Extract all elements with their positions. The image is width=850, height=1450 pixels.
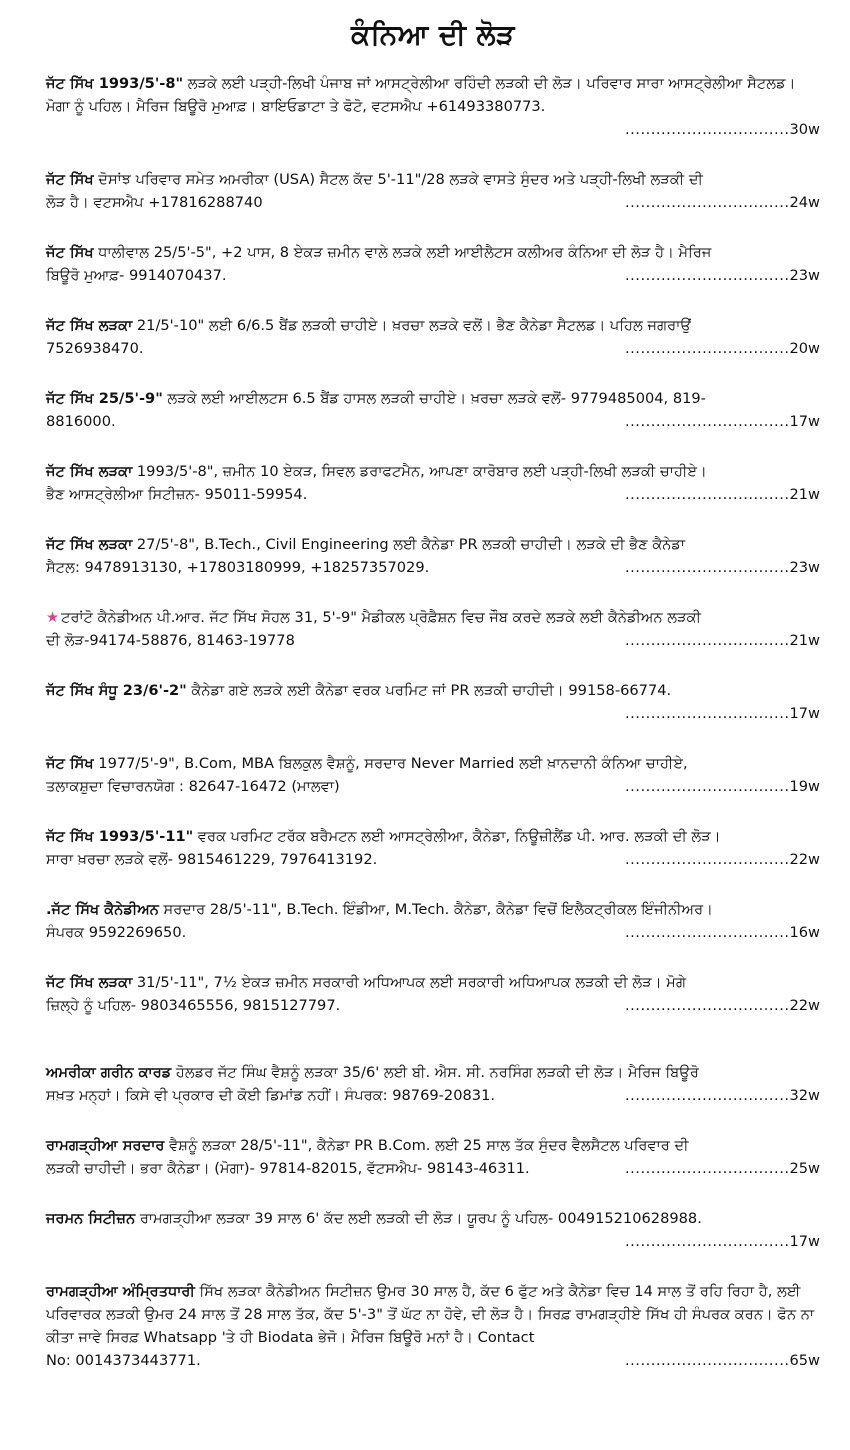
ad-footer: [46, 410, 820, 433]
ad-text: [46, 752, 820, 775]
ad-text: [46, 533, 820, 556]
ad-heading: ਅਮਰੀਕਾ ਗਰੀਨ ਕਾਰਡ: [46, 1064, 172, 1081]
classified-ad: [46, 1061, 820, 1107]
classified-ad: [46, 460, 820, 506]
ad-footer: [46, 191, 820, 214]
ad-code: ..... 24w: [625, 191, 820, 214]
ad-body: ਦੋਸਾਂਝ ਪਰਿਵਾਰ ਸਮੇਤ ਅਮਰੀਕਾ (USA) ਸੈਟਲ ਕੱਦ 5'-11"/28 ਲੜਕੇ ਵਾਸਤੇ ਸੁੰਦਰ ਅਤੇ ਪੜ੍ਹੀ-ਲਿਖੀ ਲੜਕੀ ਦੀ: [93, 171, 703, 188]
ad-heading: ਜੱਟ ਸਿੱਖ ਲੜਕਾ: [46, 536, 133, 553]
ad-text: [46, 1061, 820, 1084]
ad-code: ..... 17w: [625, 702, 820, 725]
ad-tail-text: ਜ਼ਿਲ੍ਹੇ ਨੂੰ ਪਹਿਲ- 9803465556, 9815127797.: [46, 997, 341, 1014]
classified-ad: [46, 825, 820, 871]
ads-list: [46, 72, 820, 1372]
ad-body: 31/5'-11", 7½ ਏਕੜ ਜ਼ਮੀਨ ਸਰਕਾਰੀ ਅਧਿਆਪਕ ਲਈ ਸਰਕਾਰੀ ਅਧਿਆਪਕ ਲੜਕੀ ਦੀ ਲੋੜ। ਮੋਗੇ: [132, 974, 687, 991]
ad-body: 21/5'-10" ਲਈ 6/6.5 ਬੈਂਡ ਲੜਕੀ ਚਾਹੀਏ। ਖ਼ਰਚਾ ਲੜਕੇ ਵਲੋਂ। ਭੈਣ ਕੈਨੇਡਾ ਸੈਟਲਡ। ਪਹਿਲ ਜਗਰਾਉਂ: [132, 317, 691, 334]
ad-footer: [46, 629, 820, 652]
classified-ad: [46, 971, 820, 1017]
ad-body: ਰਾਮਗੜ੍ਹੀਆ ਲੜਕਾ 39 ਸਾਲ 6' ਕੱਦ ਲਈ ਲੜਕੀ ਦੀ ਲੋੜ। ਯੂਰਪ ਨੂੰ ਪਹਿਲ- 004915210628988.: [135, 1210, 702, 1227]
page-title: ਕੰਨਿਆ ਦੀ ਲੋੜ: [351, 18, 515, 51]
ad-text: [46, 1280, 820, 1349]
ad-footer: [46, 556, 820, 579]
ad-heading: ਰਾਮਗੜ੍ਹੀਆ ਅੰਮ੍ਰਿਤਧਾਰੀ: [46, 1283, 195, 1300]
ad-footer: [46, 994, 820, 1017]
ad-text: [46, 241, 820, 264]
ad-body: ਵੈਸ਼ਨੂੰ ਲੜਕਾ 28/5'-11", ਕੈਨੇਡਾ PR B.Com. ਲਈ 25 ਸਾਲ ਤੱਕ ਸੁੰਦਰ ਵੈਲਸੈਟਲ ਪਰਿਵਾਰ ਦੀ: [164, 1137, 689, 1154]
classified-ad: [46, 606, 820, 652]
ad-heading: ਜੱਟ ਸਿੱਖ 1993/5'-8": [46, 75, 184, 92]
classified-ad: [46, 72, 820, 141]
ad-code: ..... 21w: [625, 629, 820, 652]
ad-body: ਵਰਕ ਪਰਮਿਟ ਟਰੱਕ ਬਰੈਮਟਨ ਲਈ ਆਸਟ੍ਰੇਲੀਆ, ਕੈਨੇਡਾ, ਨਿਊਜ਼ੀਲੈਂਡ ਪੀ. ਆਰ. ਲੜਕੀ ਦੀ ਲੋੜ।: [193, 828, 721, 845]
ad-tail-text: ਭੈਣ ਆਸਟ੍ਰੇਲੀਆ ਸਿਟੀਜ਼ਨ- 95011-59954.: [46, 486, 308, 503]
classified-ad: [46, 241, 820, 287]
ad-footer: [46, 921, 820, 944]
ad-text: [46, 1134, 820, 1157]
ad-code: ..... 32w: [625, 1084, 820, 1107]
ad-body: ਲੜਕੇ ਲਈ ਆਈਲਟਸ 6.5 ਬੈਂਡ ਹਾਸਲ ਲੜਕੀ ਚਾਹੀਏ। ਖ਼ਰਚਾ ਲੜਕੇ ਵਲੋਂ- 9779485004, 819-: [162, 390, 706, 407]
ad-tail-text: ਸੈਟਲ: 9478913130, +17803180999, +18257357029.: [46, 559, 430, 576]
ad-code: ..... 17w: [625, 1230, 820, 1253]
ad-heading: ਜੱਟ ਸਿੱਖ: [46, 171, 94, 188]
star-icon: ★: [46, 609, 60, 626]
ad-footer: [46, 337, 820, 360]
classified-ad: [46, 1207, 820, 1253]
classified-ad: [46, 752, 820, 798]
ad-tail-text: 7526938470.: [46, 340, 144, 357]
classified-ad: [46, 387, 820, 433]
ad-footer: [46, 1349, 820, 1372]
ad-footer: [46, 118, 820, 141]
ad-text: [46, 387, 820, 410]
ad-heading: ਜੱਟ ਸਿੱਖ ਲੜਕਾ: [46, 463, 133, 480]
classified-ad: [46, 1134, 820, 1180]
ad-footer: [46, 775, 820, 798]
ad-heading: ਜੱਟ ਸਿੱਖ ਸੰਧੂ 23/6'-2": [46, 682, 187, 699]
ad-tail-text: ਸਖ਼ਤ ਮਨ੍ਹਾਂ। ਕਿਸੇ ਵੀ ਪ੍ਰਕਾਰ ਦੀ ਕੋਈ ਡਿਮਾਂਡ ਨਹੀਂ। ਸੰਪਰਕ: 98769-20831.: [46, 1087, 495, 1104]
ad-heading: ਰਾਮਗੜ੍ਹੀਆ ਸਰਦਾਰ: [46, 1137, 165, 1154]
ad-tail-text: ਬਿਊਰੋ ਮੁਆਫ਼- 9914070437.: [46, 267, 227, 284]
ad-footer: [46, 1084, 820, 1107]
ad-text: [46, 460, 820, 483]
ad-body: 1993/5'-8", ਜ਼ਮੀਨ 10 ਏਕੜ, ਸਿਵਲ ਡਰਾਫਟਮੈਨ, ਆਪਣਾ ਕਾਰੋਬਾਰ ਲਈ ਪੜ੍ਹੀ-ਲਿਖੀ ਲੜਕੀ ਚਾਹੀਏ।: [132, 463, 707, 480]
ad-heading: ਜੱਟ ਸਿੱਖ 1993/5'-11": [46, 828, 194, 845]
ad-body: 1977/5'-9", B.Com, MBA ਬਿਲਕੁਲ ਵੈਸ਼ਨੂੰ, ਸਰਦਾਰ Never Married ਲਈ ਖ਼ਾਨਦਾਨੀ ਕੰਨਿਆ ਚਾਹੀਏ,: [93, 755, 688, 772]
ad-footer: [46, 264, 820, 287]
ad-footer: [46, 1157, 820, 1180]
ad-code: ..... 22w: [625, 994, 820, 1017]
ad-tail-text: ਲੋੜ ਹੈ। ਵਟਸਐਪ +17816288740: [46, 194, 263, 211]
ad-heading: ਜਰਮਨ ਸਿਟੀਜ਼ਨ: [46, 1210, 136, 1227]
ad-tail-text: No: 0014373443771.: [46, 1352, 201, 1369]
ad-body: ਸਿੱਖ ਲੜਕਾ ਕੈਨੇਡੀਅਨ ਸਿਟੀਜ਼ਨ ਉਮਰ 30 ਸਾਲ ਹੈ, ਕੱਦ 6 ਫੁੱਟ ਅਤੇ ਕੈਨੇਡਾ ਵਿਚ 14 ਸਾਲ ਤੋਂ ਰਹਿ ਰਿਹਾ ਹੈ, ਲਈ ਪਰਿਵਾਰਕ ਲੜਕੀ ਉਮਰ 24 ਸਾਲ ਤੋਂ 28 ਸਾਲ ਤੱਕ, ਕੱਦ 5'-3" ਤੋਂ ਘੱਟ ਨਾ ਹੋਵੇ, ਦੀ ਲੋੜ ਹੈ। ਸਿਰਫ਼ ਰਾਮਗੜ੍ਹੀਏ ਸਿੱਖ ਹੀ ਸੰਪਰਕ ਕਰਨ। ਫੋਨ ਨਾ ਕੀਤਾ ਜਾਵੇ ਸਿਰਫ਼ Whatsapp 'ਤੇ ਹੀ Biodata ਭੇਜੋ। ਮੈਰਿਜ ਬਿਊਰੋ ਮਨਾਂ ਹੈ। Contact: [46, 1283, 814, 1346]
ad-code: ..... 23w: [625, 264, 820, 287]
ad-code: ..... 65w: [625, 1349, 820, 1372]
ad-heading: ਜੱਟ ਸਿੱਖ ਲੜਕਾ: [46, 974, 133, 991]
ad-tail-text: ਦੀ ਲੋੜ-94174-58876, 81463-19778: [46, 632, 295, 649]
ad-footer: [46, 1230, 820, 1253]
ad-text: [46, 679, 820, 702]
ad-tail-text: ਤਲਾਕਸ਼ੁਦਾ ਵਿਚਾਰਨਯੋਗ : 82647-16472 (ਮਾਲਵਾ): [46, 778, 340, 795]
ad-body: ਕੈਨੇਡਾ ਗਏ ਲੜਕੇ ਲਈ ਕੈਨੇਡਾ ਵਰਕ ਪਰਮਿਟ ਜਾਂ PR ਲੜਕੀ ਚਾਹੀਦੀ। 99158-66774.: [186, 682, 672, 699]
ad-code: ..... 23w: [625, 556, 820, 579]
ad-body: ਧਾਲੀਵਾਲ 25/5'-5", +2 ਪਾਸ, 8 ਏਕੜ ਜ਼ਮੀਨ ਵਾਲੇ ਲੜਕੇ ਲਈ ਆਈਲੈਟਸ ਕਲੀਅਰ ਕੰਨਿਆ ਦੀ ਲੋੜ ਹੈ। ਮੈਰਿਜ: [93, 244, 712, 261]
ad-text: [46, 971, 820, 994]
ad-text: [46, 168, 820, 191]
ad-text: [46, 825, 820, 848]
ad-body: ਟਰਾਂਟੋ ਕੈਨੇਡੀਅਨ ਪੀ.ਆਰ. ਜੱਟ ਸਿੱਖ ਸੋਹਲ 31, 5'-9" ਮੈਡੀਕਲ ਪ੍ਰੋਫ਼ੈਸ਼ਨ ਵਿਚ ਜੌਬ ਕਰਦੇ ਲੜਕੇ ਲਈ ਕੈਨੇਡੀਅਨ ਲੜਕੀ: [61, 609, 701, 626]
ad-text: [46, 606, 820, 629]
ad-text: [46, 314, 820, 337]
ad-text: [46, 898, 820, 921]
classified-ad: [46, 1280, 820, 1372]
classified-ad: [46, 679, 820, 725]
ad-heading: ਜੱਟ ਸਿੱਖ: [46, 244, 94, 261]
ad-tail-text: ਲੜਕੀ ਚਾਹੀਦੀ। ਭਰਾ ਕੈਨੇਡਾ। (ਮੋਗਾ)- 97814-82015, ਵੱਟਸਐਪ- 98143-46311.: [46, 1160, 530, 1177]
ad-heading: ਜੱਟ ਸਿੱਖ ਲੜਕਾ: [46, 317, 133, 334]
classified-ad: [46, 533, 820, 579]
ad-tail-text: 8816000.: [46, 413, 116, 430]
ad-code: ..... 22w: [625, 848, 820, 871]
ad-tail-text: ਸਾਰਾ ਖ਼ਰਚਾ ਲੜਕੇ ਵਲੋਂ- 9815461229, 7976413192.: [46, 851, 378, 868]
ad-body: ਲੜਕੇ ਲਈ ਪੜ੍ਹੀ-ਲਿਖੀ ਪੰਜਾਬ ਜਾਂ ਆਸਟ੍ਰੇਲੀਆ ਰਹਿੰਦੀ ਲੜਕੀ ਦੀ ਲੋੜ। ਪਰਿਵਾਰ ਸਾਰਾ ਆਸਟ੍ਰੇਲੀਆ ਸੈਟਲਡ। ਮੋਗਾ ਨੂੰ ਪਹਿਲ। ਮੈਰਿਜ ਬਿਊਰੋ ਮੁਆਫ਼। ਬਾਇਓਡਾਟਾ ਤੇ ਫੋਟੋ, ਵਟਸਐਪ +61493380773.: [46, 75, 796, 115]
ad-footer: [46, 848, 820, 871]
ad-body: ਹੋਲਡਰ ਜੱਟ ਸਿੰਘ ਵੈਸ਼ਨੂੰ ਲੜਕਾ 35/6' ਲਈ ਬੀ. ਐਸ. ਸੀ. ਨਰਸਿੰਗ ਲੜਕੀ ਦੀ ਲੋੜ। ਮੈਰਿਜ ਬਿਊਰੋ: [171, 1064, 699, 1081]
ad-code: ..... 16w: [625, 921, 820, 944]
ad-code: ..... 21w: [625, 483, 820, 506]
classified-ad: [46, 898, 820, 944]
ad-body: ਸਰਦਾਰ 28/5'-11", B.Tech. ਇੰਡੀਆ, M.Tech. ਕੈਨੇਡਾ, ਕੈਨੇਡਾ ਵਿਚੋਂ ਇਲੈਕਟ੍ਰੀਕਲ ਇੰਜੀਨੀਅਰ।: [158, 901, 713, 918]
ad-code: ..... 20w: [625, 337, 820, 360]
ad-footer: [46, 483, 820, 506]
ad-heading: ਜੱਟ ਸਿੱਖ 25/5'-9": [46, 390, 163, 407]
ad-tail-text: ਸੰਪਰਕ 9592269650.: [46, 924, 187, 941]
ad-code: ..... 19w: [625, 775, 820, 798]
classified-ad: [46, 168, 820, 214]
classified-ad: [46, 314, 820, 360]
ad-code: ..... 30w: [625, 118, 820, 141]
ad-body: 27/5'-8", B.Tech., Civil Engineering ਲਈ ਕੈਨੇਡਾ PR ਲੜਕੀ ਚਾਹੀਦੀ। ਲੜਕੇ ਦੀ ਭੈਣ ਕੈਨੇਡਾ: [132, 536, 686, 553]
ad-heading: ਜੱਟ ਸਿੱਖ: [46, 755, 94, 772]
ad-text: [46, 72, 820, 118]
ad-code: ..... 17w: [625, 410, 820, 433]
ad-code: ..... 25w: [625, 1157, 820, 1180]
ad-heading: .ਜੱਟ ਸਿੱਖ ਕੈਨੇਡੀਅਨ: [46, 901, 159, 918]
ad-text: [46, 1207, 820, 1230]
ad-footer: [46, 702, 820, 725]
